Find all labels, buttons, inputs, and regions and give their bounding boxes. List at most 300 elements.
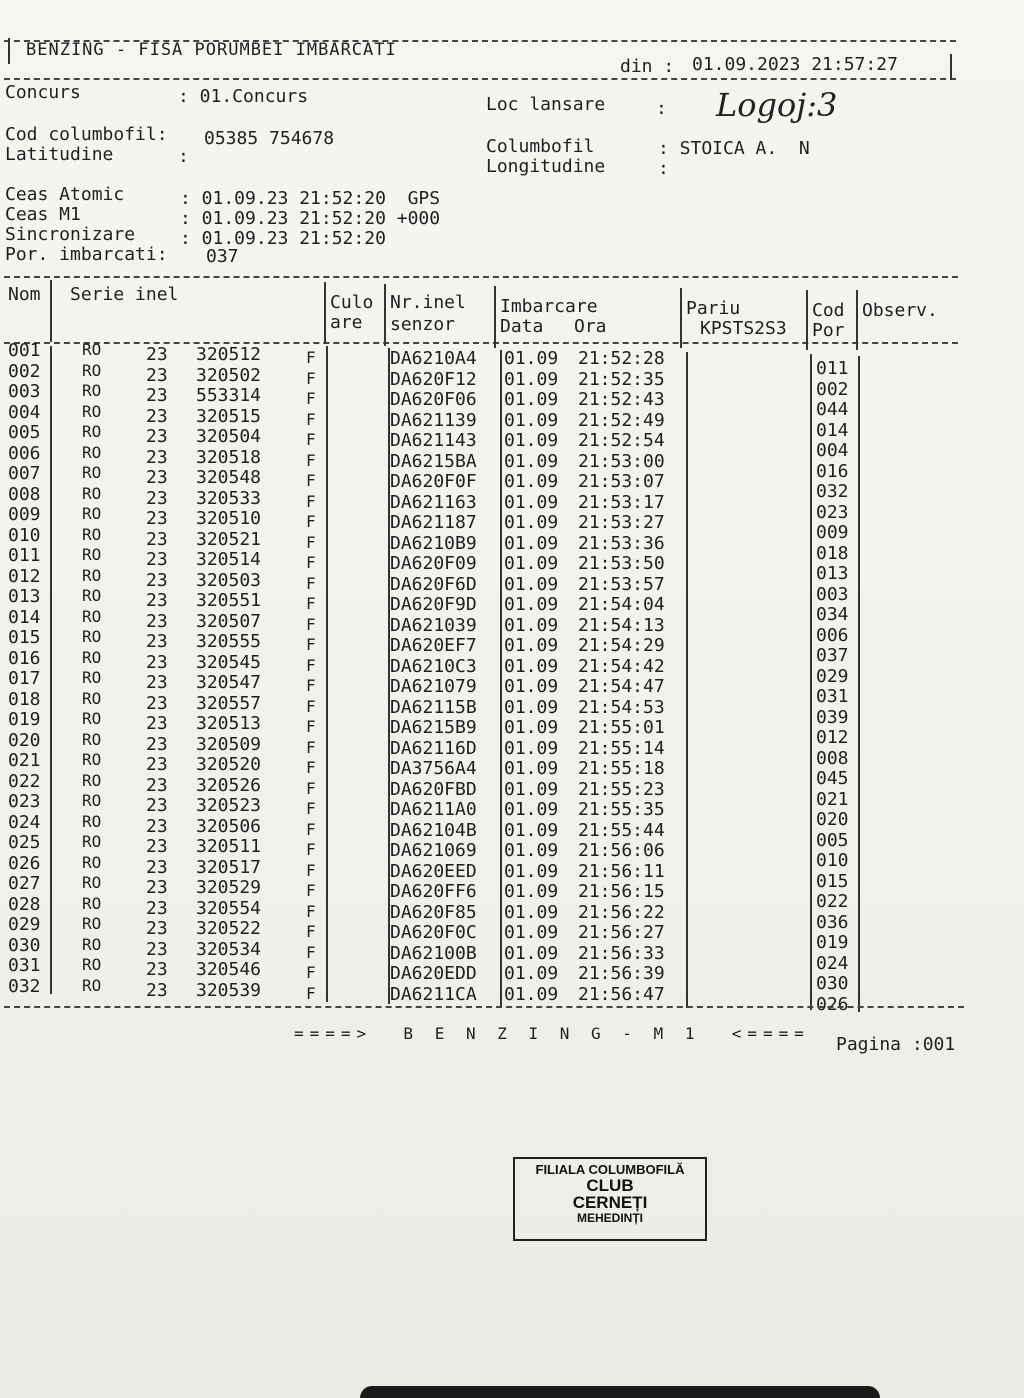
row-cod-por: 006 — [816, 624, 849, 646]
row-year: 23 — [146, 446, 168, 468]
row-sensor-ring: DA620EDD — [390, 963, 477, 984]
row-cod-por: 010 — [816, 850, 849, 871]
header-right-border — [950, 54, 952, 80]
row-time: 21:56:15 — [578, 881, 665, 902]
row-cod-por: 021 — [816, 788, 849, 810]
row-cod-por: 014 — [816, 419, 849, 441]
row-country: RO — [82, 852, 102, 872]
col-header-observ: Observ. — [862, 300, 938, 321]
row-serial: 320504 — [196, 426, 262, 447]
row-year: 23 — [146, 795, 168, 816]
col-header-nr-inel-2: senzor — [390, 314, 456, 335]
row-serial: 320502 — [196, 364, 262, 386]
row-sensor-ring: DA6215BA — [390, 450, 477, 472]
latitudine-label: Latitudine — [5, 144, 114, 165]
row-year: 23 — [146, 774, 168, 796]
row-year: 23 — [146, 590, 168, 611]
row-cod-por: 029 — [816, 665, 849, 687]
row-cod-por: 015 — [816, 870, 849, 892]
row-year: 23 — [146, 405, 168, 427]
row-year: 23 — [146, 877, 168, 898]
row-time: 21:53:50 — [578, 553, 665, 574]
report-date-label: din : — [620, 56, 675, 77]
row-date: 01.09 — [504, 819, 559, 841]
row-sensor-ring: DA621069 — [390, 840, 477, 861]
report-datetime: 01.09.2023 21:57:27 — [692, 54, 898, 75]
row-country: RO — [82, 340, 102, 359]
row-sensor-ring: DA62115B — [390, 696, 477, 718]
row-sex: F — [306, 655, 316, 675]
row-country: RO — [82, 791, 102, 810]
row-cod-por: 018 — [816, 542, 849, 564]
row-date: 01.09 — [504, 881, 559, 902]
row-date: 01.09 — [504, 983, 559, 1005]
row-cod-por: 032 — [816, 481, 849, 502]
row-serial: 320557 — [196, 692, 262, 714]
row-sex: F — [306, 348, 316, 367]
row-year: 23 — [146, 569, 168, 591]
row-time: 21:53:36 — [578, 532, 665, 554]
row-nom: 015 — [8, 627, 41, 648]
row-country: RO — [82, 463, 102, 482]
row-serial: 553314 — [196, 385, 262, 406]
loc-lansare-handwritten: Logoj:3 — [716, 86, 838, 124]
row-year: 23 — [146, 938, 168, 960]
row-time: 21:55:18 — [578, 758, 665, 779]
row-time: 21:53:57 — [578, 573, 665, 595]
latitudine-colon: : — [178, 146, 189, 167]
row-sensor-ring: DA620F06 — [390, 389, 477, 410]
row-country: RO — [82, 811, 102, 831]
row-sensor-ring: DA620F0F — [390, 471, 477, 492]
longitudine-colon: : — [658, 158, 669, 179]
col-header-data: Data — [500, 316, 544, 337]
row-sex: F — [306, 696, 316, 716]
row-country: RO — [82, 688, 102, 708]
row-country: RO — [82, 975, 102, 995]
row-cod-por: 023 — [816, 501, 849, 523]
row-nom: 013 — [8, 586, 41, 607]
col-sep-imbarcare — [680, 288, 682, 348]
row-sensor-ring: DA6210C3 — [390, 655, 477, 677]
row-serial: 320513 — [196, 713, 262, 734]
row-cod-por: 024 — [816, 952, 849, 974]
row-time: 21:55:44 — [578, 819, 665, 841]
row-sensor-ring: DA6215B9 — [390, 717, 477, 738]
row-date: 01.09 — [504, 860, 559, 882]
row-year: 23 — [146, 733, 168, 755]
header-left-border — [8, 38, 10, 64]
row-country: RO — [82, 770, 102, 790]
longitudine-label: Longitudine — [486, 156, 606, 177]
col-header-kpsts2s3: KPSTS2S3 — [700, 318, 787, 339]
row-sex: F — [306, 471, 316, 490]
col-sep-serie — [324, 282, 326, 344]
row-sensor-ring: DA62116D — [390, 737, 477, 759]
col-header-culoare-1: Culo — [330, 292, 374, 313]
row-time: 21:53:00 — [578, 450, 665, 472]
row-sex: F — [306, 799, 316, 818]
row-serial: 320522 — [196, 918, 262, 939]
row-time: 21:52:49 — [578, 409, 665, 431]
row-date: 01.09 — [504, 778, 559, 800]
row-country: RO — [82, 524, 102, 544]
row-year: 23 — [146, 836, 168, 857]
row-serial: 320545 — [196, 651, 262, 673]
row-time: 21:54:53 — [578, 696, 665, 718]
row-serial: 320554 — [196, 897, 262, 919]
row-nom: 007 — [8, 463, 41, 484]
row-nom: 021 — [8, 750, 41, 771]
row-time: 21:56:11 — [578, 860, 665, 882]
row-sex: F — [306, 389, 316, 408]
row-date: 01.09 — [504, 901, 559, 923]
table-header-top-rule — [4, 276, 958, 278]
row-cod-por: 036 — [816, 911, 849, 933]
row-sensor-ring: DA620F12 — [390, 368, 477, 390]
row-sex: F — [306, 901, 316, 921]
row-serial: 320510 — [196, 508, 262, 529]
row-cod-por: 019 — [816, 932, 849, 953]
row-sex: F — [306, 553, 316, 572]
row-nom: 016 — [8, 647, 41, 669]
row-serial: 320506 — [196, 815, 262, 837]
row-date: 01.09 — [504, 758, 559, 779]
row-date: 01.09 — [504, 840, 559, 861]
header-bottom-rule — [4, 78, 956, 80]
row-date: 01.09 — [504, 491, 559, 513]
row-date: 01.09 — [504, 389, 559, 410]
row-nom: 025 — [8, 832, 41, 853]
row-cod-por: 039 — [816, 706, 849, 728]
row-nom: 032 — [8, 975, 41, 997]
row-year: 23 — [146, 385, 168, 406]
row-country: RO — [82, 442, 102, 462]
row-serial: 320511 — [196, 836, 262, 857]
row-sensor-ring: DA621079 — [390, 676, 477, 697]
row-nom: 005 — [8, 422, 41, 443]
row-nom: 010 — [8, 524, 41, 546]
col-sep-nrinel — [494, 286, 496, 348]
row-time: 21:54:13 — [578, 614, 665, 636]
row-nom: 024 — [8, 811, 41, 833]
row-year: 23 — [146, 487, 168, 509]
row-cod-por: 004 — [816, 440, 849, 461]
scan-shadow — [360, 1386, 880, 1398]
row-country: RO — [82, 750, 102, 769]
row-cod-por: 013 — [816, 563, 849, 584]
row-year: 23 — [146, 528, 168, 550]
row-date: 01.09 — [504, 553, 559, 574]
row-sex: F — [306, 635, 316, 654]
row-year: 23 — [146, 549, 168, 570]
por-imbarcati-value: 037 — [206, 246, 239, 267]
row-time: 21:52:35 — [578, 368, 665, 390]
row-sensor-ring: DA6211CA — [390, 983, 477, 1005]
row-nom: 026 — [8, 852, 41, 874]
row-year: 23 — [146, 610, 168, 632]
row-sex: F — [306, 614, 316, 634]
row-serial: 320518 — [196, 446, 262, 468]
benzing-footer-banner: ====> B E N Z I N G - M 1 <==== — [294, 1024, 810, 1043]
row-cod-por: 011 — [816, 358, 849, 379]
row-sensor-ring: DA620F9D — [390, 594, 477, 615]
row-nom: 006 — [8, 442, 41, 464]
stamp-line-4: MEHEDINȚI — [577, 1211, 643, 1226]
row-time: 21:56:06 — [578, 840, 665, 861]
row-nom: 017 — [8, 668, 41, 689]
row-serial: 320529 — [196, 877, 262, 898]
table-bottom-rule — [4, 1006, 964, 1008]
row-date: 01.09 — [504, 594, 559, 615]
row-nom: 022 — [8, 770, 41, 792]
row-time: 21:53:07 — [578, 471, 665, 492]
row-sensor-ring: DA62100B — [390, 942, 477, 964]
row-country: RO — [82, 586, 102, 605]
row-year: 23 — [146, 344, 168, 365]
row-cod-por: 037 — [816, 645, 849, 666]
row-serial: 320548 — [196, 467, 262, 488]
concurs-label: Concurs — [5, 82, 81, 103]
row-sensor-ring: DA620FBD — [390, 778, 477, 800]
row-date: 01.09 — [504, 430, 559, 451]
row-serial: 320514 — [196, 549, 262, 570]
row-time: 21:55:01 — [578, 717, 665, 738]
row-time: 21:55:35 — [578, 799, 665, 820]
concurs-value: : 01.Concurs — [178, 86, 309, 107]
row-cod-por: 009 — [816, 522, 849, 543]
row-nom: 001 — [8, 340, 41, 361]
row-cod-por: 002 — [816, 378, 849, 400]
row-time: 21:52:54 — [578, 430, 665, 451]
row-nom: 018 — [8, 688, 41, 710]
row-sensor-ring: DA621139 — [390, 409, 477, 431]
row-country: RO — [82, 606, 102, 626]
row-cod-por: 026 — [816, 993, 849, 1015]
row-country: RO — [82, 483, 102, 503]
row-date: 01.09 — [504, 696, 559, 718]
row-cod-por: 034 — [816, 604, 849, 625]
row-nom: 023 — [8, 791, 41, 812]
page-number: Pagina :001 — [836, 1034, 956, 1055]
row-year: 23 — [146, 651, 168, 673]
row-country: RO — [82, 668, 102, 687]
row-nom: 027 — [8, 873, 41, 894]
sincronizare-label: Sincronizare — [5, 224, 136, 245]
row-time: 21:55:23 — [578, 778, 665, 800]
row-nom: 009 — [8, 504, 41, 525]
row-sex: F — [306, 758, 316, 777]
row-year: 23 — [146, 979, 168, 1001]
report-title: BENZING - FISA PORUMBEI IMBARCATI — [26, 40, 397, 60]
row-nom: 002 — [8, 360, 41, 382]
row-cod-por: 005 — [816, 829, 849, 851]
row-country: RO — [82, 360, 102, 380]
row-sex: F — [306, 963, 316, 982]
row-sensor-ring: DA6210A4 — [390, 348, 477, 369]
row-year: 23 — [146, 897, 168, 919]
row-date: 01.09 — [504, 922, 559, 943]
row-cod-por: 045 — [816, 768, 849, 789]
row-year: 23 — [146, 918, 168, 939]
row-sensor-ring: DA62104B — [390, 819, 477, 841]
row-time: 21:56:47 — [578, 983, 665, 1005]
col-header-pariu: Pariu — [686, 298, 741, 319]
row-nom: 008 — [8, 483, 41, 505]
row-year: 23 — [146, 631, 168, 652]
col-sep-nom — [50, 280, 52, 342]
row-time: 21:53:27 — [578, 512, 665, 533]
row-year: 23 — [146, 508, 168, 529]
row-sex: F — [306, 430, 316, 449]
row-date: 01.09 — [504, 450, 559, 472]
ceas-atomic-label: Ceas Atomic — [5, 184, 125, 205]
row-nom: 020 — [8, 729, 41, 751]
row-sensor-ring: DA620F85 — [390, 901, 477, 923]
row-sensor-ring: DA621187 — [390, 512, 477, 533]
row-country: RO — [82, 832, 102, 851]
row-time: 21:56:22 — [578, 901, 665, 923]
row-year: 23 — [146, 856, 168, 878]
row-country: RO — [82, 545, 102, 564]
row-date: 01.09 — [504, 799, 559, 820]
row-nom: 019 — [8, 709, 41, 730]
row-year: 23 — [146, 426, 168, 447]
row-sex: F — [306, 409, 316, 429]
row-country: RO — [82, 955, 102, 974]
row-serial: 320515 — [196, 405, 262, 427]
row-nom: 004 — [8, 401, 41, 423]
row-time: 21:54:04 — [578, 594, 665, 615]
row-year: 23 — [146, 754, 168, 775]
row-sex: F — [306, 860, 316, 880]
row-country: RO — [82, 647, 102, 667]
row-nom: 012 — [8, 565, 41, 587]
col-header-nr-inel-1: Nr.inel — [390, 292, 466, 313]
row-serial: 320551 — [196, 590, 262, 611]
row-sex: F — [306, 717, 316, 736]
row-cod-por: 016 — [816, 460, 849, 482]
row-country: RO — [82, 729, 102, 749]
row-cod-por: 030 — [816, 973, 849, 994]
club-stamp — [513, 1157, 707, 1241]
row-sex: F — [306, 573, 316, 593]
row-date: 01.09 — [504, 717, 559, 738]
row-sex: F — [306, 840, 316, 859]
row-cod-por: 012 — [816, 727, 849, 748]
row-nom: 003 — [8, 381, 41, 402]
row-date: 01.09 — [504, 676, 559, 697]
col-header-serie-inel: Serie inel — [70, 284, 179, 305]
row-sensor-ring: DA620EF7 — [390, 635, 477, 656]
col-header-ora: Ora — [574, 316, 607, 337]
row-serial: 320539 — [196, 979, 262, 1001]
row-cod-por: 031 — [816, 686, 849, 707]
row-sensor-ring: DA620F09 — [390, 553, 477, 574]
row-time: 21:56:39 — [578, 963, 665, 984]
row-date: 01.09 — [504, 942, 559, 964]
row-year: 23 — [146, 364, 168, 386]
row-serial: 320533 — [196, 487, 262, 509]
sincronizare-value: : 01.09.23 21:52:20 — [180, 228, 386, 249]
row-serial: 320521 — [196, 528, 262, 550]
row-serial: 320534 — [196, 938, 262, 960]
row-date: 01.09 — [504, 348, 559, 369]
cod-columbofil-value: 05385 754678 — [204, 128, 335, 149]
row-nom: 031 — [8, 955, 41, 976]
row-sensor-ring: DA3756A4 — [390, 758, 477, 779]
row-serial: 320523 — [196, 795, 262, 816]
row-sex: F — [306, 512, 316, 531]
row-serial: 320517 — [196, 856, 262, 878]
row-sex: F — [306, 450, 316, 470]
row-sensor-ring: DA621163 — [390, 491, 477, 513]
row-time: 21:56:27 — [578, 922, 665, 943]
row-sex: F — [306, 737, 316, 757]
row-country: RO — [82, 422, 102, 441]
row-date: 01.09 — [504, 737, 559, 759]
row-time: 21:55:14 — [578, 737, 665, 759]
row-time: 21:54:29 — [578, 635, 665, 656]
row-serial: 320547 — [196, 672, 262, 693]
table-row — [0, 975, 1024, 1015]
col-header-imbarcare: Imbarcare — [500, 296, 598, 317]
row-time: 21:54:42 — [578, 655, 665, 677]
row-cod-por: 008 — [816, 747, 849, 769]
row-sex: F — [306, 676, 316, 695]
row-nom: 014 — [8, 606, 41, 628]
row-sensor-ring: DA621143 — [390, 430, 477, 451]
row-cod-por: 022 — [816, 891, 849, 912]
row-country: RO — [82, 709, 102, 728]
row-date: 01.09 — [504, 532, 559, 554]
row-sex: F — [306, 922, 316, 941]
stamp-line-3: CERNEȚI — [572, 1193, 648, 1213]
row-date: 01.09 — [504, 614, 559, 636]
row-country: RO — [82, 627, 102, 646]
row-serial: 320526 — [196, 774, 262, 796]
row-cod-por: 003 — [816, 583, 849, 605]
columbofil-label: Columbofil — [486, 136, 595, 157]
row-country: RO — [82, 565, 102, 585]
ceas-atomic-value: : 01.09.23 21:52:20 GPS — [180, 188, 441, 209]
row-serial: 320520 — [196, 754, 262, 775]
row-sex: F — [306, 942, 316, 962]
row-time: 21:53:17 — [578, 491, 665, 513]
row-year: 23 — [146, 672, 168, 693]
row-sex: F — [306, 819, 316, 839]
columbofil-value: : STOICA A. N — [658, 138, 810, 159]
row-year: 23 — [146, 815, 168, 837]
row-serial: 320507 — [196, 610, 262, 632]
stamp-line-1: FILIALA COLUMBOFILĂ — [535, 1162, 685, 1177]
row-sensor-ring: DA620EED — [390, 860, 477, 882]
stamp-line-2: CLUB — [586, 1175, 634, 1195]
row-serial: 320503 — [196, 569, 262, 591]
row-country: RO — [82, 873, 102, 892]
row-date: 01.09 — [504, 368, 559, 390]
row-year: 23 — [146, 467, 168, 488]
col-sep-culoare — [384, 284, 386, 346]
row-date: 01.09 — [504, 963, 559, 984]
row-nom: 011 — [8, 545, 41, 566]
row-sex: F — [306, 532, 316, 552]
col-header-nom: Nom — [8, 284, 41, 305]
row-time: 21:52:28 — [578, 348, 665, 369]
row-time: 21:56:33 — [578, 942, 665, 964]
row-nom: 028 — [8, 893, 41, 915]
row-sensor-ring: DA620F6D — [390, 573, 477, 595]
